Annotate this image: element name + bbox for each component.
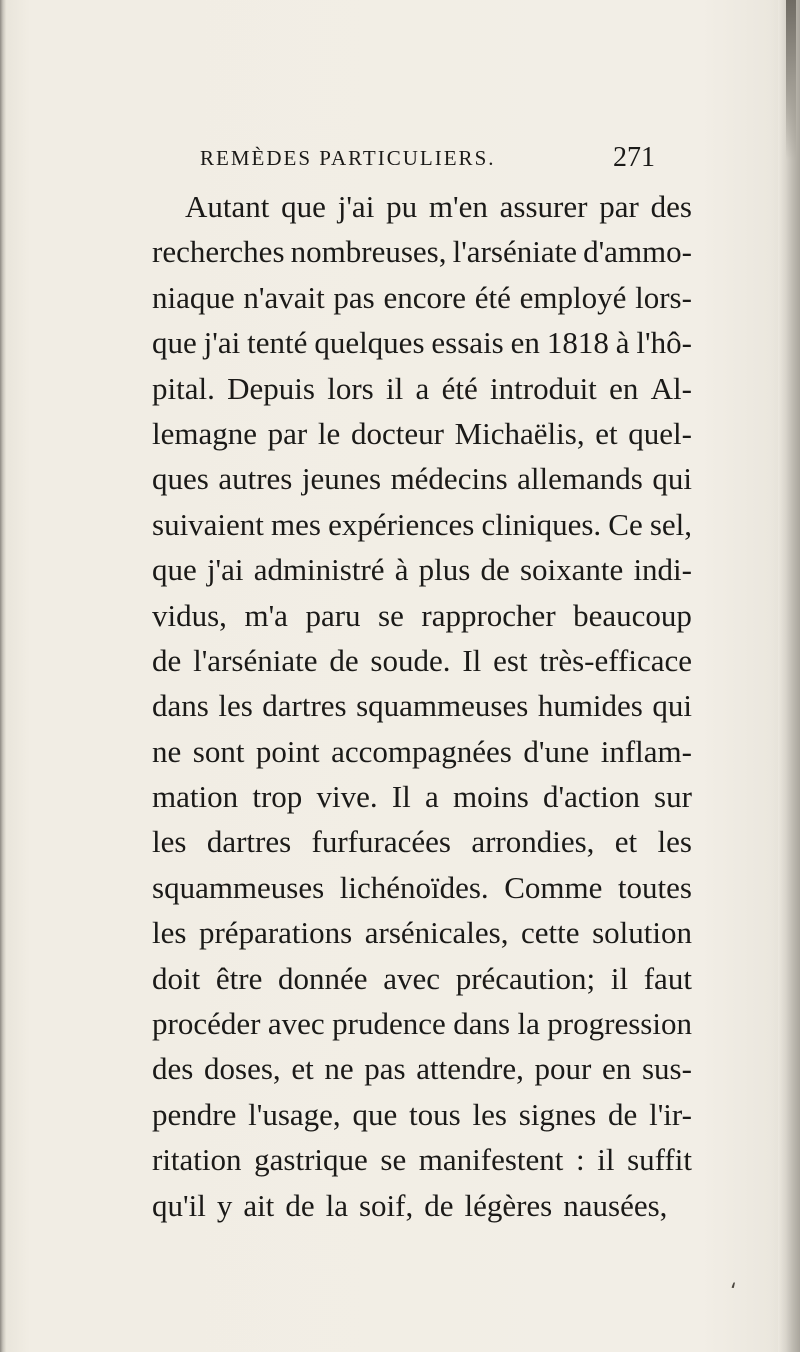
- binding-shadow: [786, 0, 796, 160]
- text-line: dans les dartres squammeuses humides qui: [152, 688, 692, 724]
- text-line: qu'il y ait de la soif, de légères nausées,: [152, 1187, 668, 1223]
- running-title: REMÈDES PARTICULIERS.: [200, 146, 496, 170]
- text-line: mation trop vive. Il a moins d'action sur: [152, 779, 692, 815]
- text-line: suivaient mes expériences cliniques. Ce sel,: [152, 506, 692, 542]
- text-line: doit être donnée avec précaution; il faut: [152, 960, 692, 996]
- page-left-edge: [0, 0, 6, 1352]
- text-line: les dartres furfuracées arrondies, et les: [152, 824, 692, 860]
- text-line: pital. Depuis lors il a été introduit en Al-: [152, 370, 692, 406]
- text-line: vidus, m'a paru se rapprocher beaucoup: [152, 597, 692, 633]
- text-line: recherches nombreuses, l'arséniate d'ammo-: [152, 234, 692, 270]
- text-line: Autant que j'ai pu m'en assurer par des: [185, 189, 692, 224]
- text-line: les préparations arsénicales, cette solution: [152, 915, 692, 951]
- text-line: ne sont point accompagnées d'une inflam-: [152, 733, 692, 769]
- page-number: 271: [613, 142, 655, 173]
- text-line: squammeuses lichénoïdes. Comme toutes: [152, 869, 692, 905]
- text-line: procéder avec prudence dans la progression: [152, 1006, 692, 1042]
- page-header: [0, 140, 800, 176]
- text-line: lemagne par le docteur Michaëlis, et quel-: [152, 415, 692, 451]
- text-line: des doses, et ne pas attendre, pour en sus-: [152, 1051, 692, 1087]
- text-line: niaque n'avait pas encore été employé lors-: [152, 279, 692, 315]
- text-line: de l'arséniate de soude. Il est très-efficace: [152, 642, 692, 678]
- text-line: que j'ai tenté quelques essais en 1818 à l'hô-: [152, 325, 692, 361]
- page-right-edge: [778, 0, 800, 1352]
- text-line: ques autres jeunes médecins allemands qui: [152, 461, 692, 497]
- text-line: ritation gastrique se manifestent : il suffit: [152, 1142, 692, 1178]
- body-text: [152, 184, 692, 1228]
- text-line: que j'ai administré à plus de soixante indi-: [152, 552, 692, 588]
- text-line: pendre l'usage, que tous les signes de l'ir-: [152, 1096, 692, 1132]
- ink-mark-icon: ⸲: [730, 1266, 736, 1291]
